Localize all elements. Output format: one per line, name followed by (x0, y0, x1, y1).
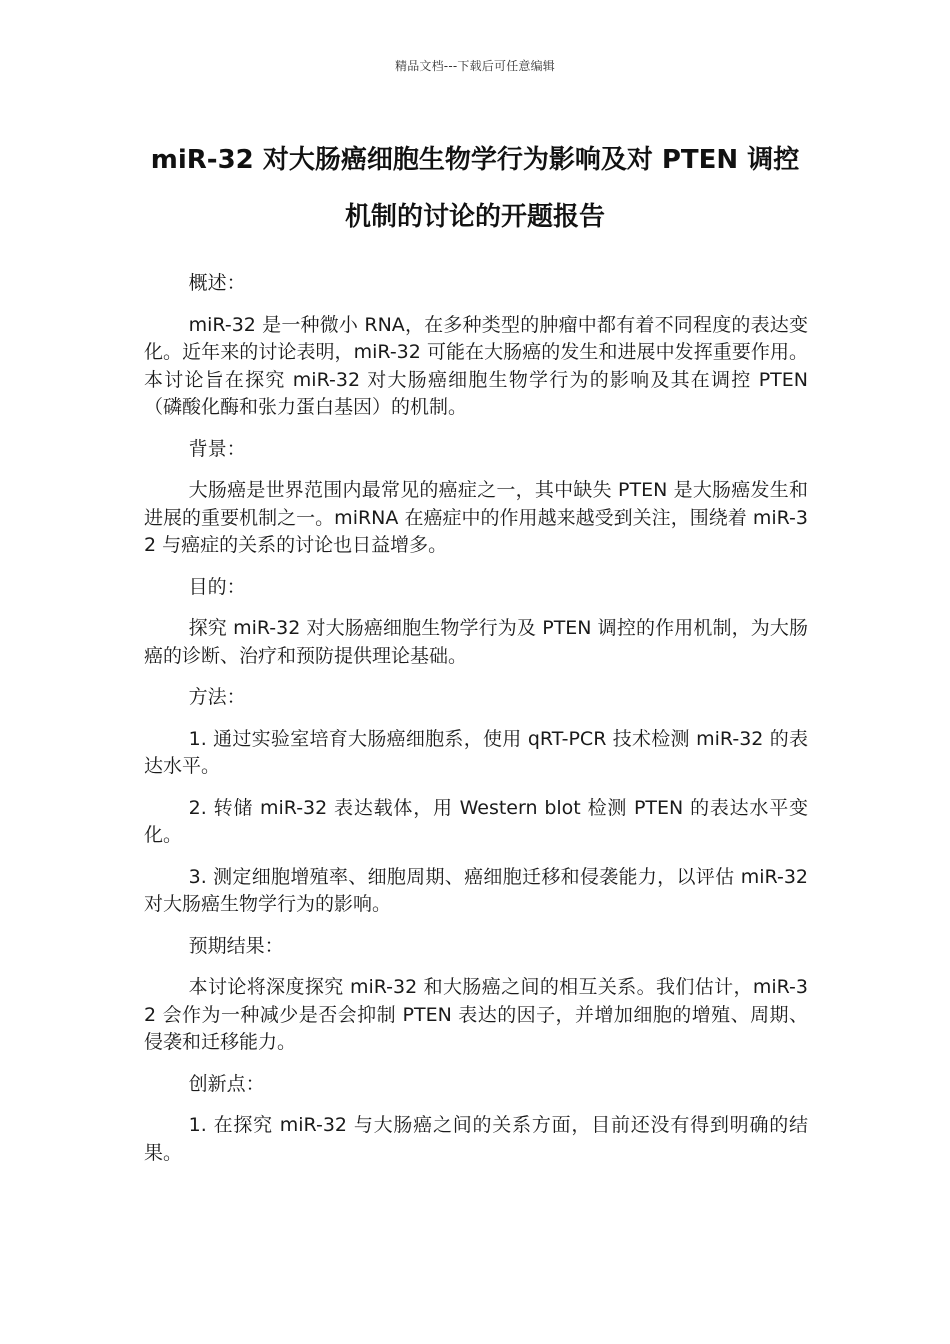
paragraph-expected-results: 本讨论将深度探究 miR-32 和大肠癌之间的相互关系。我们估计，miR-32 会作为一种减少是否会抑制 PTEN 表达的因子，并增加细胞的增殖、周期、侵袭和迁移能力。 (144, 976, 808, 1053)
method-item-2: 2. 转储 miR-32 表达载体，用 Western blot 检测 PTEN 的表达水平变化。 (144, 796, 808, 846)
page-header-note: 精品文档---下载后可任意编辑 (395, 59, 555, 73)
document-title: miR-32 对大肠癌细胞生物学行为影响及对 PTEN 调控机制的讨论的开题报告 (150, 145, 800, 232)
section-heading-background: 背景： (188, 437, 246, 460)
section-heading-methods: 方法： (188, 686, 246, 708)
section-heading-innovation: 创新点： (188, 1072, 265, 1095)
section-heading-overview: 概述： (188, 272, 246, 294)
method-item-3: 3. 测定细胞增殖率、细胞周期、癌细胞迁移和侵袭能力，以评估 miR-32 对大肠癌生物学行为的影响。 (144, 865, 808, 915)
section-heading-purpose: 目的： (188, 575, 246, 598)
method-item-1: 1. 通过实验室培育大肠癌细胞系，使用 qRT-PCR 技术检测 miR-32 的表达水平。 (144, 727, 808, 777)
innovation-item-1: 1. 在探究 miR-32 与大肠癌之间的关系方面，目前还没有得到明确的结果。 (144, 1114, 808, 1164)
paragraph-purpose: 探究 miR-32 对大肠癌细胞生物学行为及 PTEN 调控的作用机制，为大肠癌的诊断、治疗和预防提供理论基础。 (144, 617, 808, 667)
paragraph-background: 大肠癌是世界范围内最常见的癌症之一，其中缺失 PTEN 是大肠癌发生和进展的重要机制之一。miRNA 在癌症中的作用越来越受到关注，围绕着 miR-32 与癌症的关系的讨论也日益增多。 (144, 479, 808, 556)
paragraph-overview: miR-32 是一种微小 RNA，在多种类型的肿瘤中都有着不同程度的表达变化。近年来的讨论表明，miR-32 可能在大肠癌的发生和进展中发挥重要作用。本讨论旨在探究 miR-32 对大肠癌细胞生物学行为的影响及其在调控 PTEN（磷酸化酶和张力蛋白基因）的机制。 (144, 313, 808, 418)
document-body (144, 270, 808, 1181)
section-heading-expected-results: 预期结果： (188, 934, 284, 957)
